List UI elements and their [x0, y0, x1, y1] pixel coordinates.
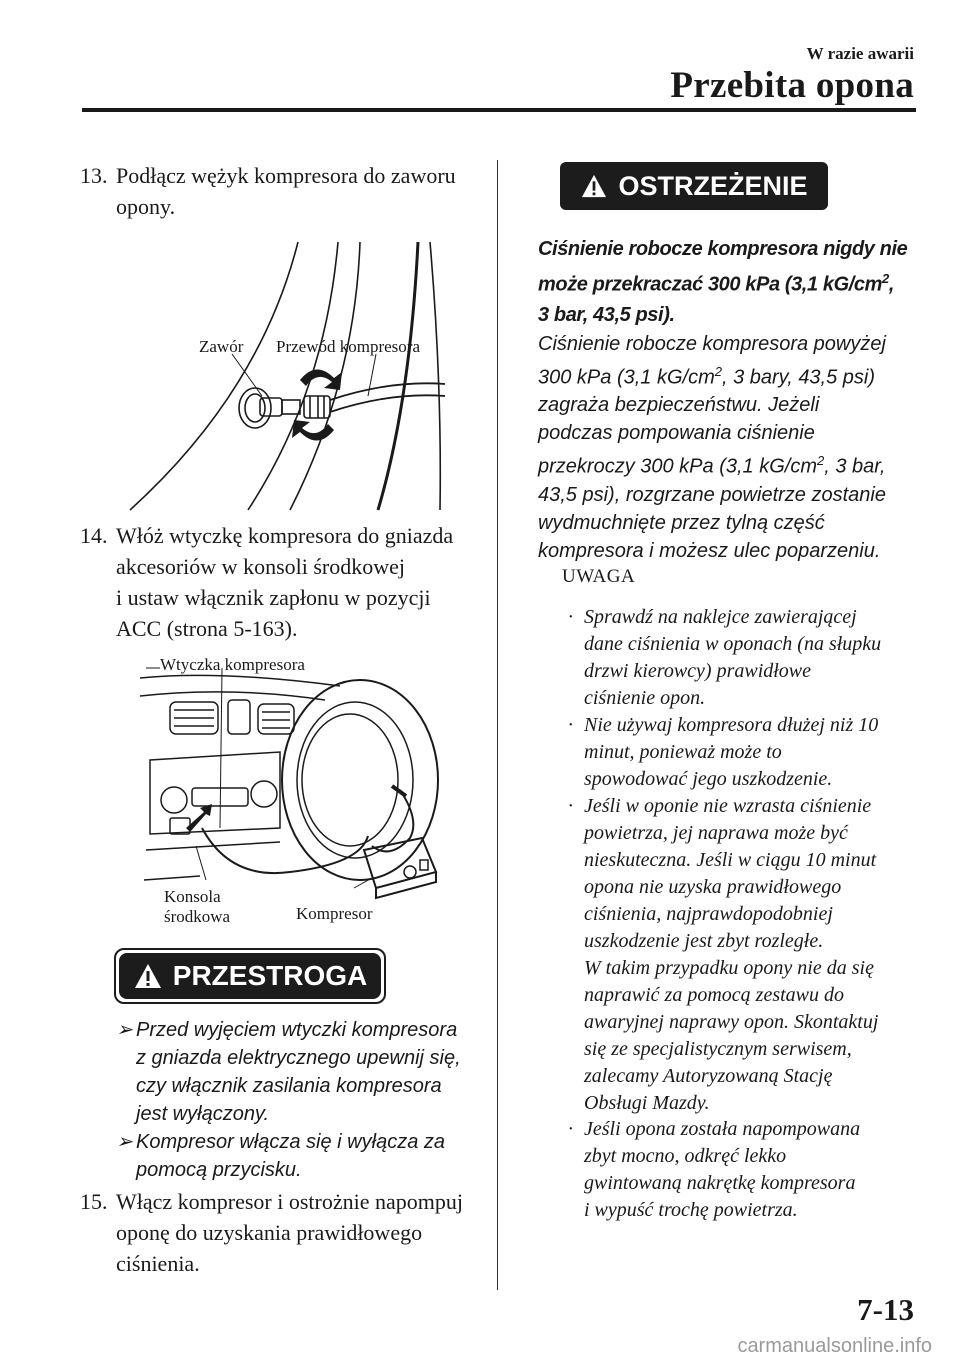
- note-text-line: naprawić za pomocą zestawu do: [584, 984, 844, 1006]
- page-title: Przebita opona: [670, 65, 914, 106]
- warning-text-line: kompresora i możesz ulec poparzeniu.: [538, 539, 881, 562]
- note-title: UWAGA: [562, 566, 636, 587]
- hose-line: [330, 395, 445, 412]
- warning-triangle-icon: [133, 962, 163, 990]
- compressor-cable: [202, 828, 368, 873]
- warning-bold-line: ,: [888, 273, 895, 296]
- caution-banner: [119, 953, 381, 999]
- superscript: 2: [714, 363, 722, 379]
- note-text-line: uszkodzenie jest zbyt rozległe.: [584, 930, 824, 952]
- step-text-line: i ustaw włącznik zapłonu w pozycji: [116, 585, 431, 610]
- step-13: [80, 160, 490, 230]
- caution-text-line: pomocą przycisku.: [136, 1159, 302, 1181]
- caution-text-line: z gniazda elektrycznego upewnij się,: [136, 1047, 461, 1069]
- note-text-line: się ze specjalistycznym serwisem,: [584, 1038, 852, 1060]
- hose-connector-icon: [304, 396, 330, 418]
- note-text-line: drzwi kierowcy) prawidłowe: [584, 660, 812, 682]
- note-item: [568, 712, 918, 793]
- control-knob-icon: [161, 787, 187, 813]
- bullet-dot-icon: ·: [568, 606, 573, 628]
- column-divider: [497, 160, 498, 1290]
- note-text-line: Jeśli opona została napompowana: [584, 1118, 861, 1140]
- valve-hose-illustration: [120, 232, 460, 517]
- arrow-bullet-icon: ➢: [116, 1019, 133, 1041]
- tire-edge-line: [130, 242, 298, 510]
- warning-bold-line: Ciśnienie robocze kompresora nigdy nie: [538, 238, 908, 260]
- leader-line: [196, 846, 206, 880]
- control-knob-icon: [251, 781, 277, 807]
- warning-text-line: podczas pompowania ciśnienie: [538, 422, 815, 445]
- note-text-line: dane ciśnienia w oponach (na słupku: [584, 633, 882, 655]
- note-item: [568, 793, 918, 1117]
- note-item: [568, 604, 918, 712]
- note-text-line: Nie używaj kompresora dłużej niż 10: [584, 714, 879, 736]
- compressor-box-icon: [364, 838, 436, 888]
- note-text-line: Sprawdź na naklejce zawierającej: [584, 606, 857, 628]
- step-text-line: Włącz kompresor i ostrożnie napompuj: [116, 1189, 464, 1214]
- step-text-line: ACC (strona 5-163).: [116, 616, 298, 641]
- watermark-text: carmanualsonline.info: [737, 1335, 932, 1357]
- note-text-line: W takim przypadku opony nie da się: [584, 957, 874, 979]
- note-text-line: gwintowaną nakrętkę kompresora: [584, 1172, 856, 1194]
- step-text-line: akcesoriów w konsoli środkowej: [116, 554, 406, 579]
- caution-item: [116, 1016, 486, 1128]
- warning-text-line: 43,5 psi), rozgrzane powietrze zostanie: [538, 483, 886, 506]
- superscript: 2: [882, 271, 889, 286]
- warning-text-line: przekroczy 300 kPa (3,1 kG/cm: [538, 455, 817, 478]
- dashboard-line: [140, 675, 340, 686]
- header-rule: [82, 108, 916, 112]
- caution-title: PRZESTROGA: [172, 960, 368, 991]
- step-text-line: oponę do uzyskania prawidłowego: [116, 1220, 423, 1245]
- warning-text-line: Ciśnienie robocze kompresora powyżej: [538, 332, 886, 355]
- tire-sidewall-line: [378, 242, 418, 510]
- compressor-console-illustration: [140, 650, 440, 925]
- note-item: [568, 1116, 918, 1224]
- caution-text-line: Kompresor włącza się i wyłącza za: [136, 1131, 445, 1153]
- warning-triangle-icon: [580, 173, 608, 199]
- note-text-line: i wypuść trochę powietrza.: [584, 1199, 798, 1221]
- warning-text-line: , 3 bar,: [824, 455, 886, 478]
- compressor-hose: [372, 790, 413, 851]
- warning-text-line: wydmuchnięte przez tylną część: [538, 511, 825, 534]
- warning-bold-line: może przekraczać 300 kPa (3,1 kG/cm: [538, 273, 882, 296]
- warning-banner: [560, 162, 828, 210]
- caution-item: [116, 1128, 486, 1184]
- step-number: 13.: [80, 163, 108, 188]
- warning-title: OSTRZEŻENIE: [618, 170, 808, 201]
- note-text-line: powietrza, jej naprawa może być: [584, 822, 848, 844]
- note-text-line: Jeśli w oponie nie wzrasta ciśnienie: [584, 795, 872, 817]
- console-label-line: środkowa: [164, 907, 231, 926]
- step-text-line: ciśnienia.: [116, 1251, 200, 1276]
- note-text-line: zbyt mocno, odkręć lekko: [584, 1145, 787, 1167]
- bullet-dot-icon: ·: [568, 795, 573, 817]
- warning-text-line: , 3 bary, 43,5 psi): [721, 366, 876, 389]
- compressor-label: Kompresor: [296, 904, 373, 923]
- note-text-line: zalecamy Autoryzowaną Stację: [584, 1065, 833, 1087]
- step-text-line: opony.: [116, 194, 176, 219]
- note-text-line: awaryjnej naprawy opon. Skontaktuj: [584, 1011, 879, 1033]
- console-label-line: Konsola: [164, 887, 221, 906]
- note-text-line: opona nie uzyska prawidłowego: [584, 876, 842, 898]
- caution-text-line: Przed wyjęciem wtyczki kompresora: [136, 1019, 458, 1041]
- step-15: [80, 1186, 490, 1286]
- section-name: W razie awarii: [806, 44, 914, 63]
- caution-banner-frame: [114, 948, 386, 1004]
- step-number: 14.: [80, 523, 108, 548]
- note-text-line: ciśnienia, najprawdopodobniej: [584, 903, 833, 925]
- warning-text-line: 300 kPa (3,1 kG/cm: [538, 366, 715, 389]
- page-number: 7-13: [857, 1292, 914, 1327]
- bullet-dot-icon: ·: [568, 1118, 573, 1140]
- hose-label: Przewód kompresora: [276, 337, 420, 356]
- step-text-line: Włóż wtyczkę kompresora do gniazda: [116, 523, 454, 548]
- arrow-bullet-icon: ➢: [116, 1131, 133, 1153]
- air-vent-icon: [258, 704, 294, 734]
- step-text-line: Podłącz wężyk kompresora do zaworu: [116, 163, 456, 188]
- caution-text-line: jest wyłączony.: [136, 1103, 270, 1125]
- superscript: 2: [816, 453, 825, 469]
- note-text-line: minut, ponieważ może to: [584, 741, 782, 763]
- note-text-line: spowodować jego uszkodzenie.: [584, 768, 833, 790]
- valve-label: Zawór: [199, 337, 244, 356]
- note-text-line: Obsługi Mazdy.: [584, 1092, 710, 1114]
- bullet-dot-icon: ·: [568, 714, 573, 736]
- note-text-line: ciśnienie opon.: [584, 687, 706, 709]
- step-14: [80, 520, 490, 650]
- plug-label: Wtyczka kompresora: [160, 655, 305, 674]
- warning-body: [538, 234, 918, 565]
- caution-text-line: czy włącznik zasilania kompresora: [136, 1075, 442, 1097]
- step-number: 15.: [80, 1189, 108, 1214]
- warning-bold-line: 3 bar, 43,5 psi).: [538, 303, 675, 326]
- warning-text-line: zagraża bezpieczeństwu. Jeżeli: [538, 394, 820, 417]
- note-text-line: nieskuteczna. Jeśli w ciągu 10 minut: [584, 849, 877, 871]
- tire-outer-line: [430, 242, 440, 510]
